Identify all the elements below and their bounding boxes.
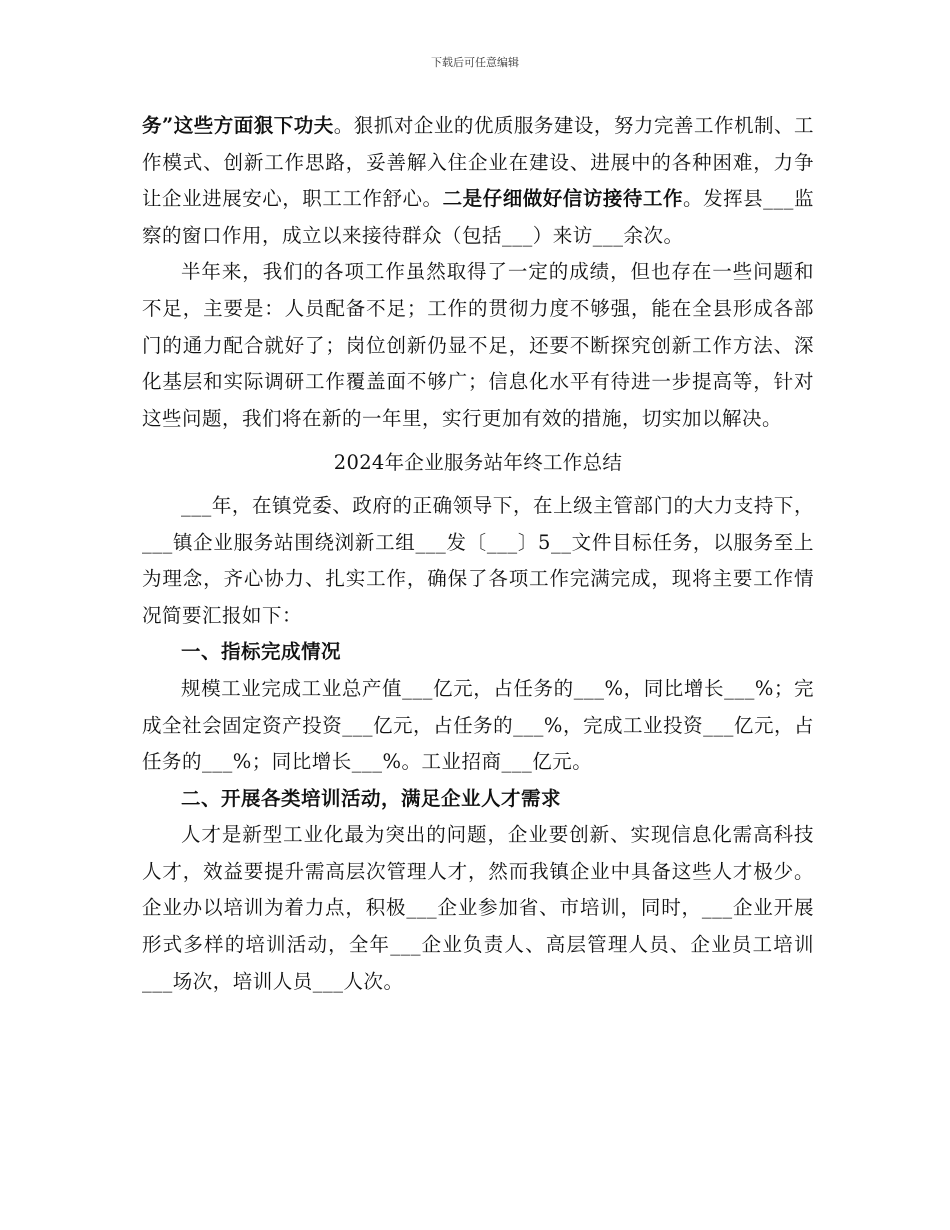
intro-paragraph: ___年，在镇党委、政府的正确领导下，在上级主管部门的大力支持下，___镇企业服务站围绕浏新工组___发〔___〕5__文件目标任务，以服务至上为理念，齐心协力、扎实工作，确保了各项工作完满完成，现将主要工作情况简要汇报如下： <box>142 493 814 627</box>
section-heading-training: 二、开展各类培训活动，满足企业人才需求 <box>181 786 562 810</box>
continuation-text-2: 。发挥县___监察的窗口作用，成立以来接待群众（包括___）来访___余次。 <box>142 187 814 247</box>
bold-phrase-petition: 二是仔细做好信访接待工作 <box>442 187 684 211</box>
section-body-indicators: 规模工业完成工业总产值___亿元，占任务的___%，同比增长___%；完成全社会固定资产投资___亿元，占任务的___%，完成工业投资___亿元，占任务的___%；同比增长___%。工业招商___亿元。 <box>142 676 814 774</box>
page-header-note: 下载后可任意编辑 <box>431 56 519 69</box>
summary-paragraph: 半年来，我们的各项工作虽然取得了一定的成绩，但也存在一些问题和不足，主要是：人员配备不足；工作的贯彻力度不够强，能在全县形成各部门的通力配合就好了；岗位创新仍显不足，还要不断探究创新工作方法、深化基层和实际调研工作覆盖面不够广；信息化水平有待进一步提高等，针对这些问题，我们将在新的一年里，实行更加有效的措施，切实加以解决。 <box>142 260 814 430</box>
document-title: 2024年企业服务站年终工作总结 <box>333 451 623 475</box>
bold-phrase-start: 务”这些方面狠下功夫 <box>142 114 334 137</box>
section-heading-indicators: 一、指标完成情况 <box>181 640 342 664</box>
section-body-training: 人才是新型工业化最为突出的问题，企业要创新、实现信息化需高科技人才，效益要提升需高层次管理人才，然而我镇企业中具备这些人才极少。企业办以培训为着力点，积极___企业参加省、市培训，同时，___企业开展形式多样的培训活动，全年___企业负责人、高层管理人员、企业员工培训___场次，培训人员___人次。 <box>142 823 814 993</box>
continuation-text-1: 。狠抓对企业的优质服务建设，努力完善工作机制、工作模式、创新工作思路，妥善解入住企业在建设、进展中的各种困难，力争让企业进展安心，职工工作舒心。 <box>142 114 814 211</box>
document-body <box>142 108 814 1000</box>
continuation-paragraph <box>142 108 814 254</box>
